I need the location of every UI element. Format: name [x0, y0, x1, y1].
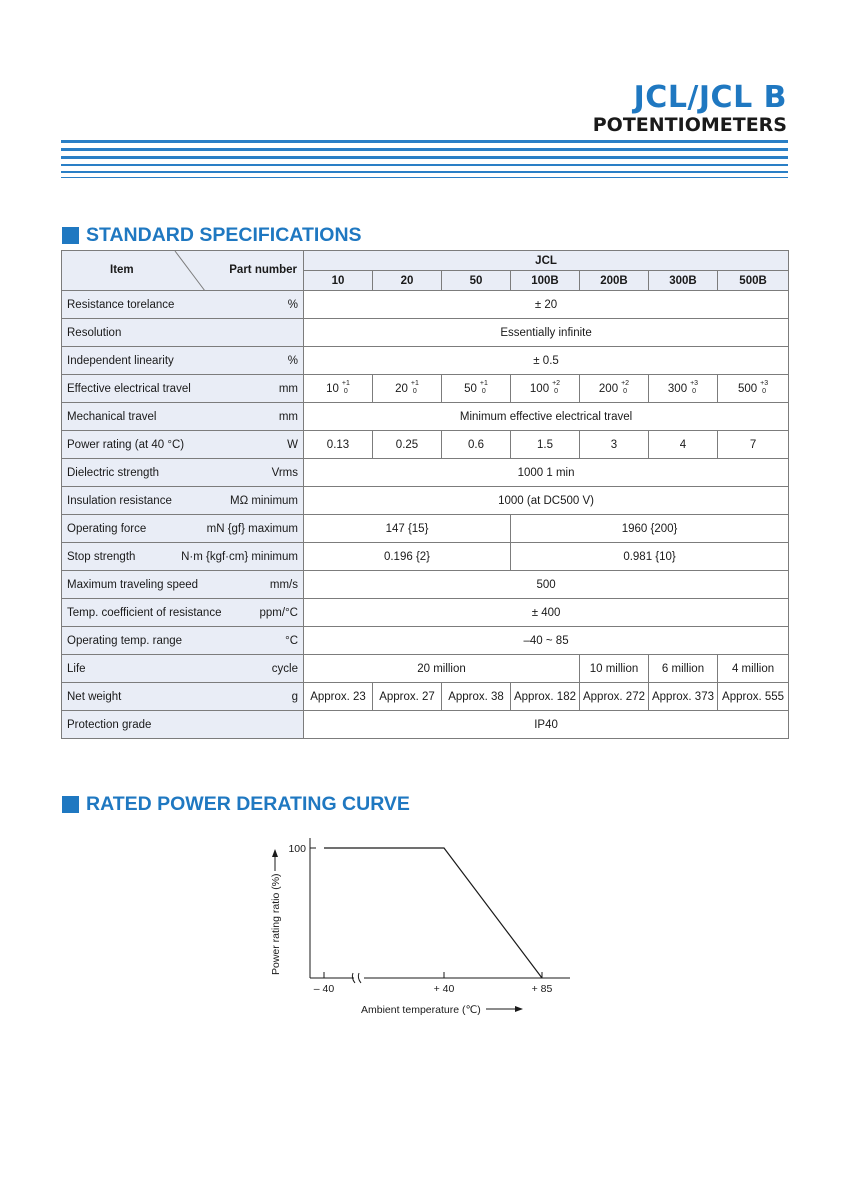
value-cell: Approx. 373: [649, 683, 718, 711]
row-label: Stop strength: [67, 550, 136, 563]
value-cell: 6 million: [649, 655, 718, 683]
brand-title: JCL/JCL B: [633, 80, 787, 115]
brand-subtitle: POTENTIOMETERS: [592, 114, 787, 136]
row-item-cell: [62, 627, 304, 655]
travel-value: 200: [598, 382, 619, 395]
value-cell: [718, 375, 789, 403]
value-cell: 20 million: [304, 655, 580, 683]
tolerance: [690, 380, 698, 396]
corner-item-label: Item: [110, 264, 134, 276]
spec-body: [62, 291, 789, 739]
value-cell: Approx. 27: [373, 683, 442, 711]
row-unit: N·m {kgf·cm} minimum: [181, 550, 298, 563]
value-cell: Approx. 23: [304, 683, 373, 711]
row-unit: ppm/°C: [259, 606, 298, 619]
row-label: Insulation resistance: [67, 494, 172, 507]
row-item-cell: [62, 403, 304, 431]
row-item-cell: [62, 543, 304, 571]
value-cell: Minimum effective electrical travel: [304, 403, 789, 431]
row-label: Power rating (at 40 °C): [67, 438, 185, 451]
tolerance: [760, 380, 768, 396]
stripe: [61, 156, 788, 159]
table-row: [62, 655, 789, 683]
table-row: [62, 627, 789, 655]
value-cell: 500: [304, 571, 789, 599]
table-row: [62, 599, 789, 627]
row-label: Resolution: [67, 326, 122, 339]
value-cell: ± 400: [304, 599, 789, 627]
row-item-cell: [62, 515, 304, 543]
row-item-cell: [62, 683, 304, 711]
row-unit: mN {gf} maximum: [206, 522, 298, 535]
row-item-cell: [62, 599, 304, 627]
x-tick-label: + 85: [531, 983, 553, 995]
x-tick-label: – 40: [313, 983, 335, 995]
row-unit: mm: [278, 410, 298, 423]
row-item-cell: [62, 375, 304, 403]
table-row: [62, 571, 789, 599]
chart-axes: [310, 838, 570, 983]
row-label: Net weight: [67, 690, 122, 703]
row-item-cell: [62, 347, 304, 375]
stripe: [61, 140, 788, 143]
value-cell: 0.196 {2}: [304, 543, 511, 571]
row-label: Operating temp. range: [67, 634, 183, 647]
value-cell: 3: [580, 431, 649, 459]
value-cell: [373, 375, 442, 403]
row-unit: Vrms: [271, 466, 298, 479]
square-bullet-icon: [62, 227, 79, 244]
tolerance-lower: 0: [343, 387, 348, 395]
row-unit: cycle: [271, 662, 298, 675]
part-header: 50: [442, 271, 511, 291]
tolerance-lower: 0: [623, 387, 627, 395]
value-cell: Approx. 555: [718, 683, 789, 711]
derating-line: [324, 848, 542, 978]
value-cell: ± 0.5: [304, 347, 789, 375]
tolerance-upper: +3: [690, 379, 699, 387]
section-title-curve: [62, 793, 410, 816]
chart-x-axis-label: Ambient temperature (℃): [361, 1004, 481, 1016]
value-cell: 7: [718, 431, 789, 459]
value-cell: 0.981 {10}: [511, 543, 789, 571]
y-tick-label: 100: [288, 843, 306, 855]
row-unit: %: [287, 354, 298, 367]
travel-value: 50: [464, 382, 477, 395]
value-cell: Approx. 272: [580, 683, 649, 711]
row-item-cell: [62, 319, 304, 347]
stripe: [61, 171, 788, 173]
value-cell: 1000 (at DC500 V): [304, 487, 789, 515]
tolerance-lower: 0: [481, 387, 486, 395]
part-header: 10: [304, 271, 373, 291]
row-unit: g: [291, 690, 298, 703]
chart-ticks: [288, 843, 552, 995]
value-cell: 0.6: [442, 431, 511, 459]
value-cell: 1960 {200}: [511, 515, 789, 543]
value-cell: 0.13: [304, 431, 373, 459]
section-title-text: STANDARD SPECIFICATIONS: [86, 224, 362, 246]
travel-value: 100: [529, 382, 550, 395]
brand-header: [593, 82, 787, 136]
value-cell: ± 20: [304, 291, 789, 319]
value-cell: Approx. 38: [442, 683, 511, 711]
value-cell: [580, 375, 649, 403]
part-header: 200B: [580, 271, 649, 291]
row-item-cell: [62, 431, 304, 459]
value-cell: 147 {15}: [304, 515, 511, 543]
value-cell: 1000 1 min: [304, 459, 789, 487]
row-label: Protection grade: [67, 718, 152, 731]
table-row: [62, 487, 789, 515]
table-row: [62, 515, 789, 543]
travel-value: 10: [326, 382, 339, 395]
row-label: Mechanical travel: [67, 410, 157, 423]
row-unit: mm: [278, 382, 298, 395]
row-unit: %: [287, 298, 298, 311]
tolerance-lower: 0: [554, 387, 558, 395]
row-label: Life: [67, 662, 86, 675]
tolerance-upper: +2: [621, 379, 630, 387]
value-cell: 0.25: [373, 431, 442, 459]
value-cell: 4 million: [718, 655, 789, 683]
x-tick-label: + 40: [433, 983, 455, 995]
stripe: [61, 177, 788, 178]
chart-y-axis-label: Power rating ratio (%): [270, 873, 282, 975]
table-row: [62, 459, 789, 487]
square-bullet-icon: [62, 796, 79, 813]
axis-break-icon: [358, 973, 361, 983]
section-title-text: RATED POWER DERATING CURVE: [86, 793, 410, 815]
row-label: Temp. coefficient of resistance: [67, 606, 222, 619]
row-label: Resistance torelance: [67, 298, 175, 311]
part-header: 100B: [511, 271, 580, 291]
table-row: [62, 431, 789, 459]
value-cell: [511, 375, 580, 403]
stripe: [61, 148, 788, 151]
table-row: [62, 291, 789, 319]
tolerance: [621, 380, 629, 396]
derating-chart: [250, 828, 553, 1028]
table-row: [62, 375, 789, 403]
row-label: Dielectric strength: [67, 466, 160, 479]
travel-value: 20: [395, 382, 408, 395]
row-item-cell: [62, 711, 304, 739]
corner-part-label: Part number: [229, 264, 297, 276]
row-item-cell: [62, 655, 304, 683]
tolerance-lower: 0: [762, 387, 767, 395]
value-cell: Essentially infinite: [304, 319, 789, 347]
row-unit: °C: [285, 634, 298, 647]
part-header: 20: [373, 271, 442, 291]
row-item-cell: [62, 459, 304, 487]
tolerance-upper: +1: [341, 379, 350, 387]
row-label: Operating force: [67, 522, 147, 535]
chart-series: [324, 848, 542, 978]
table-row: [62, 683, 789, 711]
row-label: Independent linearity: [67, 354, 174, 367]
section-title-specs: [62, 224, 362, 247]
table-row: [62, 319, 789, 347]
table-row: [62, 347, 789, 375]
tolerance: [411, 380, 419, 396]
row-unit: mm/s: [269, 578, 298, 591]
value-cell: Approx. 182: [511, 683, 580, 711]
value-cell: IP40: [304, 711, 789, 739]
tolerance-lower: 0: [692, 387, 696, 395]
table-row: [62, 403, 789, 431]
spec-table: [61, 250, 789, 739]
tolerance: [552, 380, 560, 396]
tolerance-upper: +1: [479, 379, 488, 387]
value-cell: –40 ~ 85: [304, 627, 789, 655]
table-row: [62, 711, 789, 739]
row-label: Effective electrical travel: [67, 382, 191, 395]
tolerance-upper: +1: [410, 379, 419, 387]
value-cell: 1.5: [511, 431, 580, 459]
stripe: [61, 164, 788, 166]
tolerance-upper: +2: [552, 379, 561, 387]
part-header: 500B: [718, 271, 789, 291]
tolerance: [480, 380, 488, 396]
value-cell: 10 million: [580, 655, 649, 683]
row-item-cell: [62, 487, 304, 515]
table-corner-header: [62, 251, 304, 291]
travel-value: 500: [737, 382, 758, 395]
row-item-cell: [62, 571, 304, 599]
row-label: Maximum traveling speed: [67, 578, 199, 591]
tolerance-lower: 0: [412, 387, 417, 395]
row-unit: W: [287, 438, 298, 451]
value-cell: [442, 375, 511, 403]
value-cell: [304, 375, 373, 403]
table-row: [62, 543, 789, 571]
value-cell: [649, 375, 718, 403]
row-item-cell: [62, 291, 304, 319]
part-header: 300B: [649, 271, 718, 291]
travel-value: 300: [667, 382, 688, 395]
group-header: JCL: [304, 251, 789, 271]
tolerance-upper: +3: [760, 379, 769, 387]
row-unit: MΩ minimum: [229, 494, 298, 507]
tolerance: [342, 380, 350, 396]
value-cell: 4: [649, 431, 718, 459]
